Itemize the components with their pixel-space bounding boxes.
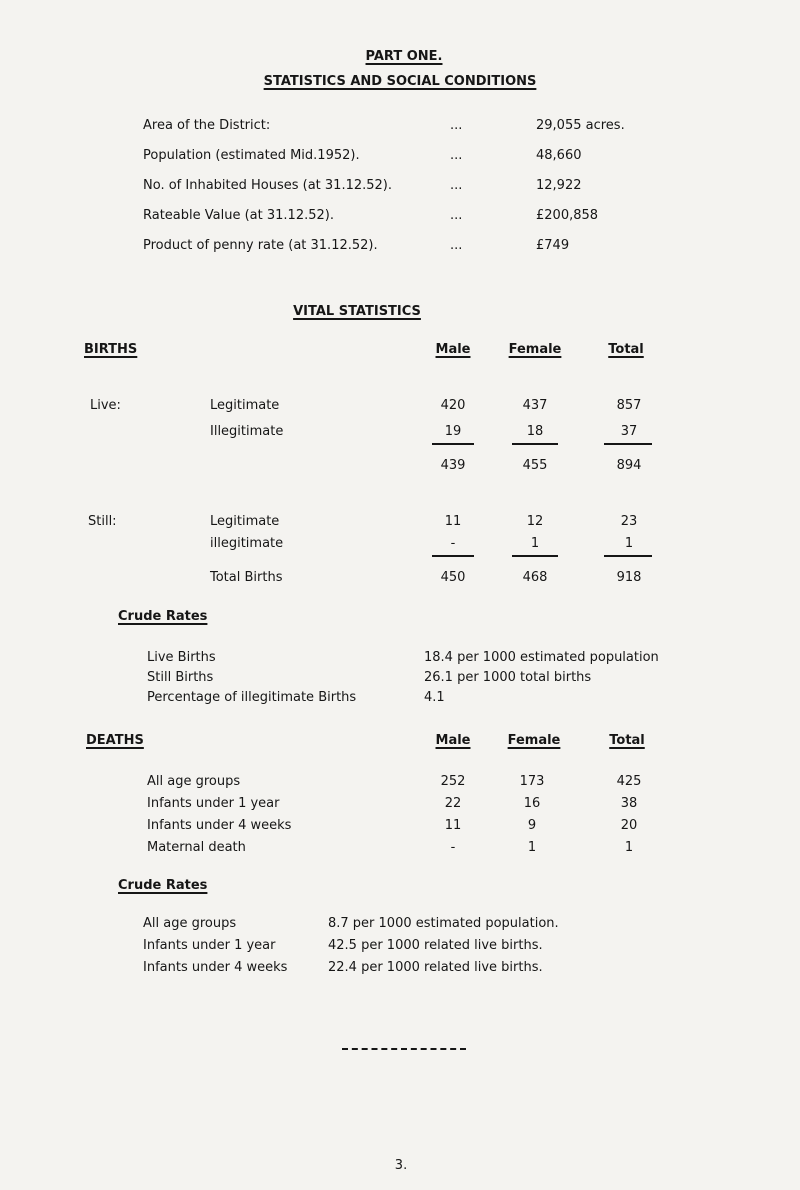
cell-total: 20 bbox=[620, 818, 638, 833]
subtotal-male: 439 bbox=[440, 458, 466, 473]
births-heading: BIRTHS bbox=[84, 342, 138, 357]
col-male: Male bbox=[435, 733, 471, 748]
cell-total: 38 bbox=[620, 796, 638, 811]
district-value: 29,055 acres. bbox=[536, 118, 625, 133]
row-label: Infants under 4 weeks bbox=[147, 818, 292, 833]
row-label: illegitimate bbox=[210, 536, 284, 551]
cell-total: 23 bbox=[620, 514, 638, 529]
total-total: 918 bbox=[616, 570, 642, 585]
col-total: Total bbox=[609, 733, 645, 748]
col-female: Female bbox=[507, 733, 561, 748]
leader-dots: ... bbox=[450, 148, 463, 163]
cell-total: 1 bbox=[624, 840, 634, 855]
deaths-heading: DEATHS bbox=[86, 733, 144, 748]
district-label: No. of Inhabited Houses (at 31.12.52). bbox=[143, 178, 393, 193]
cell-male: - bbox=[450, 536, 456, 551]
rate-value: 8.7 per 1000 estimated population. bbox=[328, 916, 559, 931]
total-male: 450 bbox=[440, 570, 466, 585]
cell-female: 1 bbox=[527, 840, 537, 855]
part-heading: PART ONE. bbox=[365, 49, 443, 64]
cell-total: 425 bbox=[616, 774, 642, 789]
district-label: Rateable Value (at 31.12.52). bbox=[143, 208, 334, 223]
cell-female: 12 bbox=[526, 514, 544, 529]
col-male: Male bbox=[435, 342, 471, 357]
cell-male: 19 bbox=[444, 424, 462, 439]
cell-female: 16 bbox=[523, 796, 541, 811]
row-label: Maternal death bbox=[147, 840, 246, 855]
rate-value: 18.4 per 1000 estimated population bbox=[424, 650, 659, 665]
rate-label: Still Births bbox=[147, 670, 214, 685]
rate-value: 42.5 per 1000 related live births. bbox=[328, 938, 543, 953]
vital-statistics-title: VITAL STATISTICS bbox=[293, 304, 421, 319]
cell-female: 437 bbox=[522, 398, 548, 413]
row-label: Legitimate bbox=[210, 514, 280, 529]
rate-label: Infants under 1 year bbox=[143, 938, 276, 953]
subtotal-rule bbox=[512, 555, 558, 557]
subtotal-rule bbox=[432, 555, 474, 557]
row-label: Illegitimate bbox=[210, 424, 284, 439]
district-value: £200,858 bbox=[536, 208, 599, 223]
subtotal-rule bbox=[604, 443, 652, 445]
col-total: Total bbox=[608, 342, 644, 357]
rate-label: All age groups bbox=[143, 916, 237, 931]
cell-total: 857 bbox=[616, 398, 642, 413]
rate-value: 4.1 bbox=[424, 690, 445, 705]
page-number: 3. bbox=[394, 1158, 408, 1173]
subtotal-female: 455 bbox=[522, 458, 548, 473]
cell-male: 22 bbox=[444, 796, 462, 811]
row-label: Total Births bbox=[210, 570, 283, 585]
district-label: Product of penny rate (at 31.12.52). bbox=[143, 238, 378, 253]
leader-dots: ... bbox=[450, 178, 463, 193]
cell-female: 18 bbox=[526, 424, 544, 439]
district-label: Area of the District: bbox=[143, 118, 271, 133]
crude-rates-heading: Crude Rates bbox=[118, 878, 208, 893]
leader-dots: ... bbox=[450, 208, 463, 223]
subtotal-rule bbox=[604, 555, 652, 557]
cell-total: 1 bbox=[624, 536, 634, 551]
row-label: Infants under 1 year bbox=[147, 796, 280, 811]
live-label: Live: bbox=[90, 398, 121, 413]
cell-male: 11 bbox=[444, 818, 462, 833]
district-label: Population (estimated Mid.1952). bbox=[143, 148, 360, 163]
page-title: STATISTICS AND SOCIAL CONDITIONS bbox=[263, 74, 537, 89]
cell-male: 252 bbox=[440, 774, 466, 789]
cell-total: 37 bbox=[620, 424, 638, 439]
district-value: 12,922 bbox=[536, 178, 582, 193]
leader-dots: ... bbox=[450, 238, 463, 253]
district-value: 48,660 bbox=[536, 148, 582, 163]
cell-female: 1 bbox=[530, 536, 540, 551]
rate-value: 22.4 per 1000 related live births. bbox=[328, 960, 543, 975]
leader-dots: ... bbox=[450, 118, 463, 133]
crude-rates-heading: Crude Rates bbox=[118, 609, 208, 624]
col-female: Female bbox=[508, 342, 562, 357]
total-female: 468 bbox=[522, 570, 548, 585]
row-label: Legitimate bbox=[210, 398, 280, 413]
subtotal-total: 894 bbox=[616, 458, 642, 473]
cell-female: 9 bbox=[527, 818, 537, 833]
rate-value: 26.1 per 1000 total births bbox=[424, 670, 592, 685]
closing-rule bbox=[342, 1048, 466, 1050]
cell-female: 173 bbox=[519, 774, 545, 789]
subtotal-rule bbox=[512, 443, 558, 445]
subtotal-rule bbox=[432, 443, 474, 445]
row-label: All age groups bbox=[147, 774, 241, 789]
rate-label: Percentage of illegitimate Births bbox=[147, 690, 357, 705]
cell-male: 11 bbox=[444, 514, 462, 529]
still-label: Still: bbox=[88, 514, 117, 529]
cell-male: 420 bbox=[440, 398, 466, 413]
district-value: £749 bbox=[536, 238, 570, 253]
cell-male: - bbox=[450, 840, 456, 855]
rate-label: Live Births bbox=[147, 650, 216, 665]
rate-label: Infants under 4 weeks bbox=[143, 960, 288, 975]
